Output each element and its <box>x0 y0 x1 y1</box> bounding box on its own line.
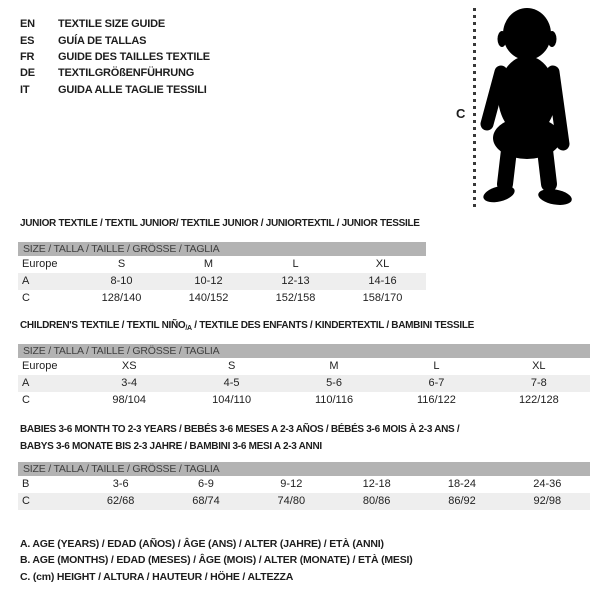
lang-code: EN <box>20 18 35 31</box>
size-cell: 128/140 <box>101 292 142 304</box>
babies-title-line2: BABYS 3-6 MONATE BIS 2-3 JAHRE / BAMBINI 3-6 MESI A 2-3 ANNI <box>20 440 322 452</box>
guide-title-en: TEXTILE SIZE GUIDE <box>58 18 166 31</box>
size-cell: 62/68 <box>106 495 135 507</box>
children-title-suffix: / TEXTILE DES ENFANTS / KINDERTEXTIL / BAMBINI TESSILE <box>191 320 475 331</box>
babies-title-line1: BABIES 3-6 MONTH TO 2-3 YEARS / BEBÉS 3-6 MESES A 2-3 AÑOS / BÉBÉS 3-6 MOIS À 2-3 ANS / <box>20 424 460 435</box>
size-cell: 6-7 <box>428 377 445 389</box>
header-line-de <box>20 65 210 81</box>
table-row-age-years <box>18 273 426 290</box>
row-label: C <box>22 495 30 507</box>
guide-title-es: GUÍA DE TALLAS <box>58 34 147 47</box>
table-row-age-months <box>18 476 590 493</box>
babies-size-table <box>18 462 590 510</box>
size-cell: XL <box>375 258 390 270</box>
size-cell: 68/74 <box>192 495 220 507</box>
lang-code: ES <box>20 34 35 47</box>
size-cell: 6-9 <box>198 478 214 490</box>
size-header-band: SIZE / TALLA / TAILLE / GRÖSSE / TAGLIA <box>18 344 590 358</box>
junior-table-title-text: JUNIOR TEXTILE / TEXTIL JUNIOR/ TEXTILE JUNIOR / JUNIORTEXTIL / JUNIOR TESSILE <box>20 218 420 229</box>
size-cell: M <box>329 360 339 372</box>
size-cell: 10-12 <box>194 275 223 287</box>
row-label: Europe <box>22 258 58 270</box>
row-label: Europe <box>22 360 58 372</box>
size-cell: M <box>203 258 214 270</box>
baby-silhouette-icon <box>479 4 575 208</box>
children-table-title <box>20 318 474 338</box>
size-cell: 12-18 <box>362 478 391 490</box>
size-cell: 158/170 <box>362 292 403 304</box>
header-line-en <box>20 16 210 32</box>
language-header <box>20 16 210 98</box>
table-row-europe <box>18 358 590 375</box>
size-cell: 74/80 <box>277 495 306 507</box>
children-size-table <box>18 344 590 409</box>
size-cell: S <box>227 360 236 372</box>
guide-title-fr: GUIDE DES TAILLES TEXTILE <box>58 50 210 63</box>
size-cell: 92/98 <box>533 495 562 507</box>
babies-table-title <box>20 422 459 455</box>
lang-code: FR <box>20 50 35 63</box>
size-cell: S <box>117 258 126 270</box>
lang-code: IT <box>20 83 30 96</box>
table-row-europe <box>18 256 426 273</box>
size-cell: XS <box>121 360 137 372</box>
size-cell: XL <box>532 360 546 372</box>
row-label: C <box>22 394 30 406</box>
table-row-height <box>18 290 426 307</box>
height-label-c: C <box>456 106 466 121</box>
size-cell: 3-4 <box>121 377 138 389</box>
size-cell: 7-8 <box>530 377 547 389</box>
legend-age-months: B. AGE (MONTHS) / EDAD (MESES) / ÂGE (MOIS) / ALTER (MONATE) / ETÀ (MESI) <box>20 554 413 567</box>
header-line-it <box>20 82 210 98</box>
junior-size-table <box>18 242 426 307</box>
size-cell: 12-13 <box>281 275 310 287</box>
header-line-fr <box>20 49 210 65</box>
row-label: A <box>22 275 30 287</box>
size-cell: 3-6 <box>112 478 129 490</box>
children-title-prefix: CHILDREN'S TEXTILE / TEXTIL NIÑO <box>20 320 186 331</box>
height-dashed-line <box>473 8 476 208</box>
size-cell: 4-5 <box>223 377 240 389</box>
row-label: C <box>22 292 30 304</box>
row-label: A <box>22 377 30 389</box>
size-cell: 152/158 <box>275 292 316 304</box>
size-header-band: SIZE / TALLA / TAILLE / GRÖSSE / TAGLIA <box>18 462 590 476</box>
header-line-es <box>20 32 210 48</box>
legend <box>20 536 413 585</box>
size-cell: 140/152 <box>188 292 229 304</box>
size-cell: 80/86 <box>362 495 391 507</box>
table-row-age-years <box>18 375 590 392</box>
size-cell: 14-16 <box>368 275 397 287</box>
size-cell: 116/122 <box>416 394 456 406</box>
size-cell: 5-6 <box>326 377 342 389</box>
junior-table-title <box>20 216 420 233</box>
row-label: B <box>22 478 30 490</box>
size-cell: L <box>292 258 299 270</box>
size-cell: L <box>433 360 440 372</box>
children-title-subscript: /A <box>185 325 192 332</box>
size-cell: 98/104 <box>112 394 147 406</box>
size-cell: 86/92 <box>448 495 476 507</box>
size-header-band: SIZE / TALLA / TAILLE / GRÖSSE / TAGLIA <box>18 242 426 256</box>
legend-age-years: A. AGE (YEARS) / EDAD (AÑOS) / ÂGE (ANS) / ALTER (JAHRE) / ETÀ (ANNI) <box>20 538 384 550</box>
size-cell: 110/116 <box>314 394 354 406</box>
size-cell: 18-24 <box>447 478 477 490</box>
size-cell: 104/110 <box>212 394 252 406</box>
guide-title-de: TEXTILGRÖßENFÜHRUNG <box>58 67 195 80</box>
lang-code: DE <box>20 67 35 80</box>
size-cell: 24-36 <box>533 478 562 490</box>
legend-height: C. (cm) HEIGHT / ALTURA / HAUTEUR / HÖHE / ALTEZZA <box>20 570 294 583</box>
size-cell: 9-12 <box>280 478 303 490</box>
table-row-height <box>18 392 590 409</box>
size-cell: 8-10 <box>110 275 133 287</box>
table-row-height <box>18 493 590 510</box>
size-cell: 122/128 <box>518 394 559 406</box>
guide-title-it: GUIDA ALLE TAGLIE TESSILI <box>58 83 207 96</box>
